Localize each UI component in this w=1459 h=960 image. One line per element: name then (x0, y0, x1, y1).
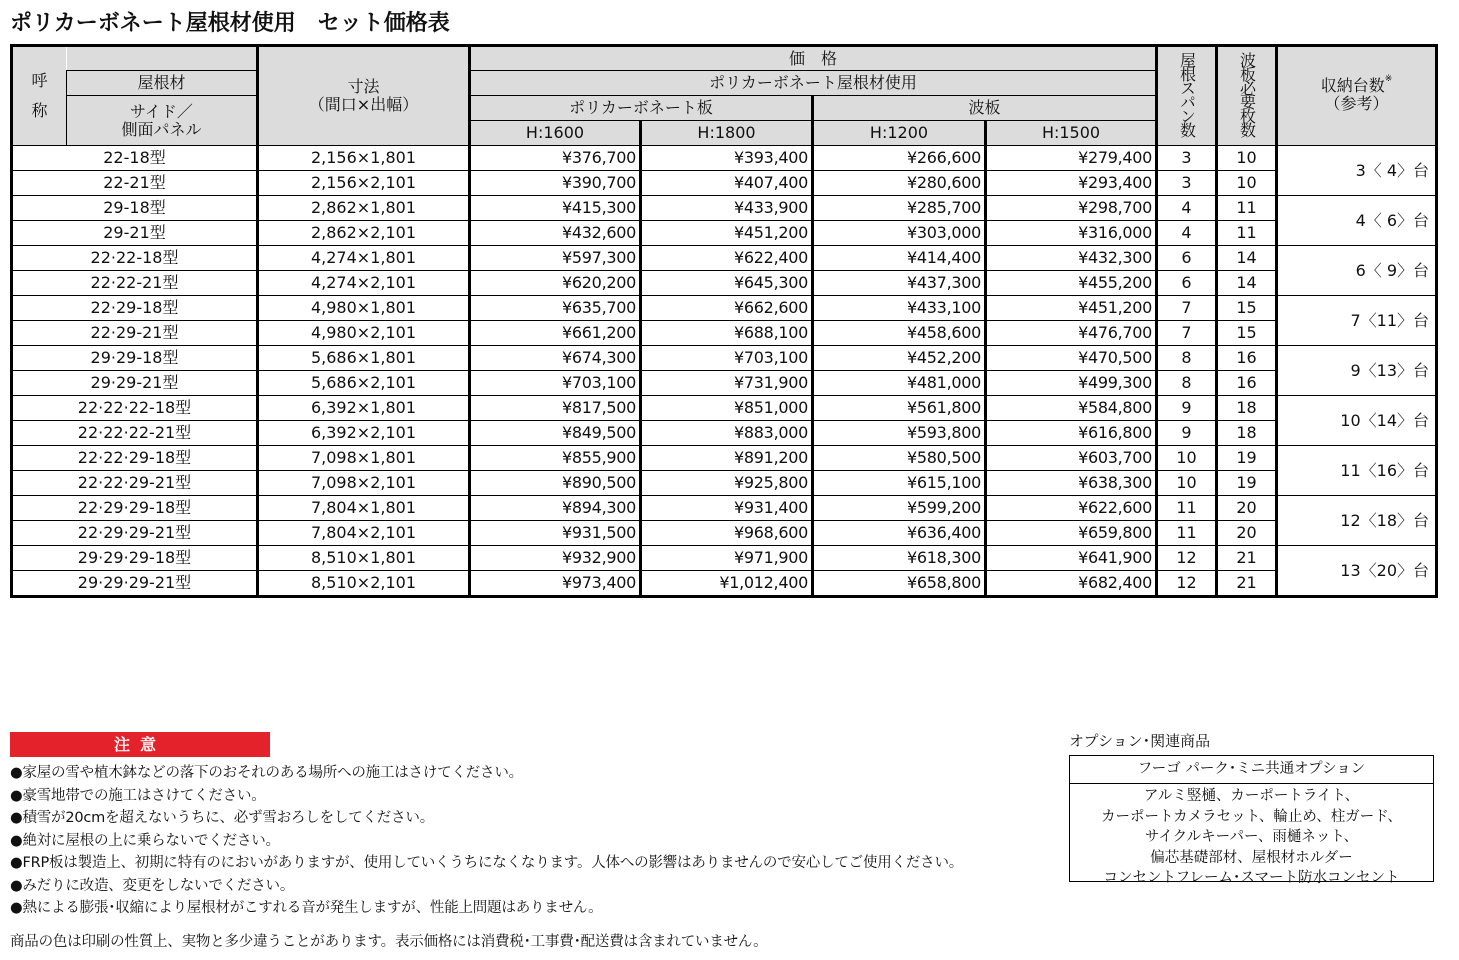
price-cell-p1600: ¥432,600 (470, 221, 641, 246)
price-cell-p1800: ¥925,800 (641, 471, 813, 496)
table-row (12, 371, 1437, 396)
price-cell-p1600: ¥703,100 (470, 371, 641, 396)
price-cell-c1200: ¥561,800 (813, 396, 986, 421)
sheets-cell: 15 (1217, 296, 1277, 321)
caution-label: 注意 (10, 732, 270, 757)
header-side-panel: サイド／ 側面パネル (67, 96, 258, 146)
price-cell-p1600: ¥390,700 (470, 171, 641, 196)
model-cell: 22·29·29-18型 (12, 496, 258, 521)
price-cell-p1800: ¥622,400 (641, 246, 813, 271)
caution-item: ●家屋の雪や植木鉢などの落下のおそれのある場所への施工はさけてください。 (10, 765, 523, 781)
option-line: コンセントフレーム･スマート防水コンセント (1103, 870, 1400, 886)
model-cell: 22·22·22-18型 (12, 396, 258, 421)
header-h1800: H:1800 (641, 121, 813, 146)
roof-span-cell: 10 (1157, 471, 1217, 496)
price-cell-c1500: ¥476,700 (986, 321, 1157, 346)
storage-cell: 9〈13〉台 (1277, 346, 1437, 396)
roof-span-cell: 4 (1157, 221, 1217, 246)
roof-span-cell: 3 (1157, 146, 1217, 171)
price-cell-p1800: ¥731,900 (641, 371, 813, 396)
options-title: オプション･関連商品 (1069, 732, 1211, 750)
option-line: カーポートカメラセット、輪止め、柱ガード、 (1101, 808, 1402, 825)
price-cell-c1500: ¥316,000 (986, 221, 1157, 246)
model-cell: 22·22·22-21型 (12, 421, 258, 446)
storage-cell: 10〈14〉台 (1277, 396, 1437, 446)
table-row (12, 321, 1437, 346)
table-row (12, 196, 1437, 221)
model-cell: 22·22·29-18型 (12, 446, 258, 471)
price-cell-c1200: ¥599,200 (813, 496, 986, 521)
header-sheets-needed: 波板必要枚数 (1217, 46, 1277, 146)
header-roof-span: 屋根スパン数 (1157, 46, 1217, 146)
price-cell-p1600: ¥890,500 (470, 471, 641, 496)
size-cell: 2,862×1,801 (258, 196, 470, 221)
price-cell-p1600: ¥855,900 (470, 446, 641, 471)
price-cell-c1200: ¥303,000 (813, 221, 986, 246)
price-cell-c1500: ¥455,200 (986, 271, 1157, 296)
footnote: 商品の色は印刷の性質上、実物と多少違うことがあります。表示価格には消費税･工事費･配送費は含まれていません。 (10, 934, 768, 950)
size-cell: 6,392×2,101 (258, 421, 470, 446)
sheets-cell: 20 (1217, 496, 1277, 521)
table-row (12, 246, 1437, 271)
options-box-header: フーゴ パーク･ミニ共通オプション (1070, 756, 1433, 784)
roof-span-cell: 12 (1157, 546, 1217, 571)
price-cell-c1500: ¥293,400 (986, 171, 1157, 196)
header-polycarbonate: ポリカーボネート板 (470, 96, 813, 121)
storage-cell: 4〈 6〉台 (1277, 196, 1437, 246)
roof-span-cell: 4 (1157, 196, 1217, 221)
table-row (12, 471, 1437, 496)
note-mark: ※ (1384, 74, 1393, 84)
price-cell-c1200: ¥414,400 (813, 246, 986, 271)
option-line: 偏芯基礎部材、屋根材ホルダー (1150, 849, 1353, 866)
header-size-line1: 寸法 (347, 77, 380, 97)
price-cell-c1500: ¥603,700 (986, 446, 1157, 471)
storage-cell: 3〈 4〉台 (1277, 146, 1437, 196)
header-size (258, 46, 470, 146)
size-cell: 4,980×2,101 (258, 321, 470, 346)
price-cell-p1800: ¥645,300 (641, 271, 813, 296)
price-cell-c1200: ¥636,400 (813, 521, 986, 546)
roof-span-cell: 6 (1157, 246, 1217, 271)
table-row (12, 421, 1437, 446)
size-cell: 2,156×1,801 (258, 146, 470, 171)
price-cell-c1500: ¥622,600 (986, 496, 1157, 521)
sheets-cell: 19 (1217, 471, 1277, 496)
header-h1200: H:1200 (813, 121, 986, 146)
roof-span-cell: 9 (1157, 421, 1217, 446)
caution-item: ●熱による膨張･収縮により屋根材がこすれる音が発生しますが、性能上問題はありません。 (10, 900, 603, 916)
model-cell: 22·22·29-21型 (12, 471, 258, 496)
header-roof-material: 屋根材 (67, 71, 258, 96)
price-cell-c1500: ¥432,300 (986, 246, 1157, 271)
model-cell: 22·29-18型 (12, 296, 258, 321)
price-cell-p1600: ¥674,300 (470, 346, 641, 371)
table-row (12, 571, 1437, 597)
sheets-cell: 18 (1217, 421, 1277, 446)
price-cell-c1200: ¥452,200 (813, 346, 986, 371)
size-cell: 5,686×2,101 (258, 371, 470, 396)
price-cell-c1200: ¥615,100 (813, 471, 986, 496)
price-cell-p1800: ¥433,900 (641, 196, 813, 221)
model-cell: 29·29·29-18型 (12, 546, 258, 571)
size-cell: 7,098×1,801 (258, 446, 470, 471)
price-cell-p1600: ¥817,500 (470, 396, 641, 421)
header-size-line2: （間口×出幅） (308, 95, 419, 114)
sheets-cell: 11 (1217, 196, 1277, 221)
options-list (1070, 784, 1433, 889)
price-cell-c1200: ¥593,800 (813, 421, 986, 446)
price-cell-p1800: ¥451,200 (641, 221, 813, 246)
size-cell: 5,686×1,801 (258, 346, 470, 371)
table-row (12, 296, 1437, 321)
sheets-cell: 21 (1217, 571, 1277, 597)
price-cell-p1800: ¥407,400 (641, 171, 813, 196)
page-title: ポリカーボネート屋根材使用 セット価格表 (10, 11, 450, 36)
size-cell: 2,862×2,101 (258, 221, 470, 246)
model-cell: 22-18型 (12, 146, 258, 171)
sheets-cell: 11 (1217, 221, 1277, 246)
table-row (12, 346, 1437, 371)
header-blank (67, 46, 258, 71)
price-cell-p1800: ¥851,000 (641, 396, 813, 421)
sheets-cell: 14 (1217, 271, 1277, 296)
size-cell: 7,804×2,101 (258, 521, 470, 546)
header-price-sub: ポリカーボネート屋根材使用 (470, 71, 1157, 96)
model-cell: 22·22-21型 (12, 271, 258, 296)
option-line: アルミ竪樋、カーポートライト、 (1143, 788, 1360, 804)
storage-cell: 7〈11〉台 (1277, 296, 1437, 346)
size-cell: 4,274×2,101 (258, 271, 470, 296)
roof-span-cell: 10 (1157, 446, 1217, 471)
table-body (12, 146, 1437, 597)
size-cell: 7,098×2,101 (258, 471, 470, 496)
price-cell-c1200: ¥458,600 (813, 321, 986, 346)
caution-item: ●積雪が20cmを超えないうちに、必ず雪おろしをしてください。 (10, 810, 434, 826)
price-cell-p1600: ¥620,200 (470, 271, 641, 296)
size-cell: 2,156×2,101 (258, 171, 470, 196)
model-cell: 29·29-21型 (12, 371, 258, 396)
price-cell-p1800: ¥688,100 (641, 321, 813, 346)
header-name-top: 呼 (31, 71, 48, 90)
size-cell: 8,510×1,801 (258, 546, 470, 571)
price-cell-p1800: ¥393,400 (641, 146, 813, 171)
roof-span-cell: 12 (1157, 571, 1217, 597)
roof-span-cell: 7 (1157, 321, 1217, 346)
table-row (12, 396, 1437, 421)
price-cell-p1600: ¥931,500 (470, 521, 641, 546)
price-cell-c1200: ¥437,300 (813, 271, 986, 296)
caution-item: ●絶対に屋根の上に乗らないでください。 (10, 832, 280, 849)
roof-span-cell: 11 (1157, 496, 1217, 521)
sheets-cell: 20 (1217, 521, 1277, 546)
price-cell-c1500: ¥659,800 (986, 521, 1157, 546)
roof-span-cell: 9 (1157, 396, 1217, 421)
price-cell-p1800: ¥662,600 (641, 296, 813, 321)
price-cell-c1500: ¥682,400 (986, 571, 1157, 597)
storage-cell: 6〈 9〉台 (1277, 246, 1437, 296)
price-cell-p1600: ¥849,500 (470, 421, 641, 446)
price-cell-c1200: ¥285,700 (813, 196, 986, 221)
price-cell-p1600: ¥894,300 (470, 496, 641, 521)
table-row (12, 521, 1437, 546)
size-cell: 4,274×1,801 (258, 246, 470, 271)
price-cell-c1500: ¥451,200 (986, 296, 1157, 321)
price-cell-p1600: ¥415,300 (470, 196, 641, 221)
header-h1500: H:1500 (986, 121, 1157, 146)
sheets-cell: 16 (1217, 371, 1277, 396)
model-cell: 22·29-21型 (12, 321, 258, 346)
caution-item: ●豪雪地帯での施工はさけてください。 (10, 787, 266, 804)
table-row (12, 271, 1437, 296)
table-row (12, 446, 1437, 471)
price-cell-c1200: ¥433,100 (813, 296, 986, 321)
price-cell-p1800: ¥971,900 (641, 546, 813, 571)
price-cell-c1200: ¥481,000 (813, 371, 986, 396)
model-cell: 22·22-18型 (12, 246, 258, 271)
caution-list (10, 762, 963, 920)
roof-span-cell: 8 (1157, 346, 1217, 371)
model-cell: 29-21型 (12, 221, 258, 246)
storage-cell: 12〈18〉台 (1277, 496, 1437, 546)
price-cell-c1200: ¥618,300 (813, 546, 986, 571)
table-row (12, 496, 1437, 521)
sheets-cell: 10 (1217, 146, 1277, 171)
header-corrugated: 波板 (813, 96, 1157, 121)
price-cell-p1600: ¥661,200 (470, 321, 641, 346)
option-line: サイクルキーパー、雨樋ネット、 (1144, 829, 1359, 845)
size-cell: 4,980×1,801 (258, 296, 470, 321)
header-storage (1277, 46, 1437, 146)
price-table (10, 44, 1438, 598)
price-cell-c1500: ¥298,700 (986, 196, 1157, 221)
sheets-cell: 10 (1217, 171, 1277, 196)
sheets-cell: 19 (1217, 446, 1277, 471)
header-storage-line2: （参考） (1324, 93, 1389, 113)
price-cell-c1200: ¥280,600 (813, 171, 986, 196)
price-cell-c1200: ¥266,600 (813, 146, 986, 171)
sheets-cell: 14 (1217, 246, 1277, 271)
price-cell-p1800: ¥891,200 (641, 446, 813, 471)
size-cell: 6,392×1,801 (258, 396, 470, 421)
price-cell-c1200: ¥580,500 (813, 446, 986, 471)
price-cell-c1200: ¥658,800 (813, 571, 986, 597)
price-cell-p1600: ¥597,300 (470, 246, 641, 271)
options-box (1069, 755, 1434, 886)
roof-span-cell: 11 (1157, 521, 1217, 546)
price-cell-p1600: ¥973,400 (470, 571, 641, 597)
storage-cell: 13〈20〉台 (1277, 546, 1437, 597)
header-price: 価 格 (470, 46, 1157, 71)
caution-item: ●FRP板は製造上、初期に特有のにおいがありますが、使用していくうちになくなります。人体への影響はありませんので安心してご使用ください。 (10, 855, 964, 871)
sheets-cell: 21 (1217, 546, 1277, 571)
price-cell-c1500: ¥638,300 (986, 471, 1157, 496)
caution-item: ●みだりに改造、変更をしないでください。 (10, 877, 295, 894)
table-row (12, 171, 1437, 196)
price-cell-p1800: ¥883,000 (641, 421, 813, 446)
table-row (12, 546, 1437, 571)
sheets-cell: 16 (1217, 346, 1277, 371)
price-cell-c1500: ¥470,500 (986, 346, 1157, 371)
header-name-col (12, 46, 67, 146)
size-cell: 7,804×1,801 (258, 496, 470, 521)
price-cell-p1600: ¥932,900 (470, 546, 641, 571)
price-cell-p1800: ¥703,100 (641, 346, 813, 371)
roof-span-cell: 6 (1157, 271, 1217, 296)
price-cell-p1800: ¥931,400 (641, 496, 813, 521)
model-cell: 22-21型 (12, 171, 258, 196)
header-name-bottom: 称 (31, 101, 48, 120)
price-cell-p1600: ¥376,700 (470, 146, 641, 171)
size-cell: 8,510×2,101 (258, 571, 470, 597)
price-cell-p1800: ¥1,012,400 (641, 571, 813, 597)
model-cell: 29·29-18型 (12, 346, 258, 371)
table-row (12, 146, 1437, 171)
price-cell-p1800: ¥968,600 (641, 521, 813, 546)
header-storage-line1: 収納台数 (1320, 76, 1385, 95)
model-cell: 29·29·29-21型 (12, 571, 258, 597)
model-cell: 22·29·29-21型 (12, 521, 258, 546)
price-cell-c1500: ¥279,400 (986, 146, 1157, 171)
table-row (12, 221, 1437, 246)
price-cell-p1600: ¥635,700 (470, 296, 641, 321)
header-h1600: H:1600 (470, 121, 641, 146)
price-cell-c1500: ¥499,300 (986, 371, 1157, 396)
roof-span-cell: 3 (1157, 171, 1217, 196)
roof-span-cell: 8 (1157, 371, 1217, 396)
price-cell-c1500: ¥616,800 (986, 421, 1157, 446)
roof-span-cell: 7 (1157, 296, 1217, 321)
price-cell-c1500: ¥584,800 (986, 396, 1157, 421)
price-cell-c1500: ¥641,900 (986, 546, 1157, 571)
sheets-cell: 15 (1217, 321, 1277, 346)
sheets-cell: 18 (1217, 396, 1277, 421)
model-cell: 29-18型 (12, 196, 258, 221)
storage-cell: 11〈16〉台 (1277, 446, 1437, 496)
